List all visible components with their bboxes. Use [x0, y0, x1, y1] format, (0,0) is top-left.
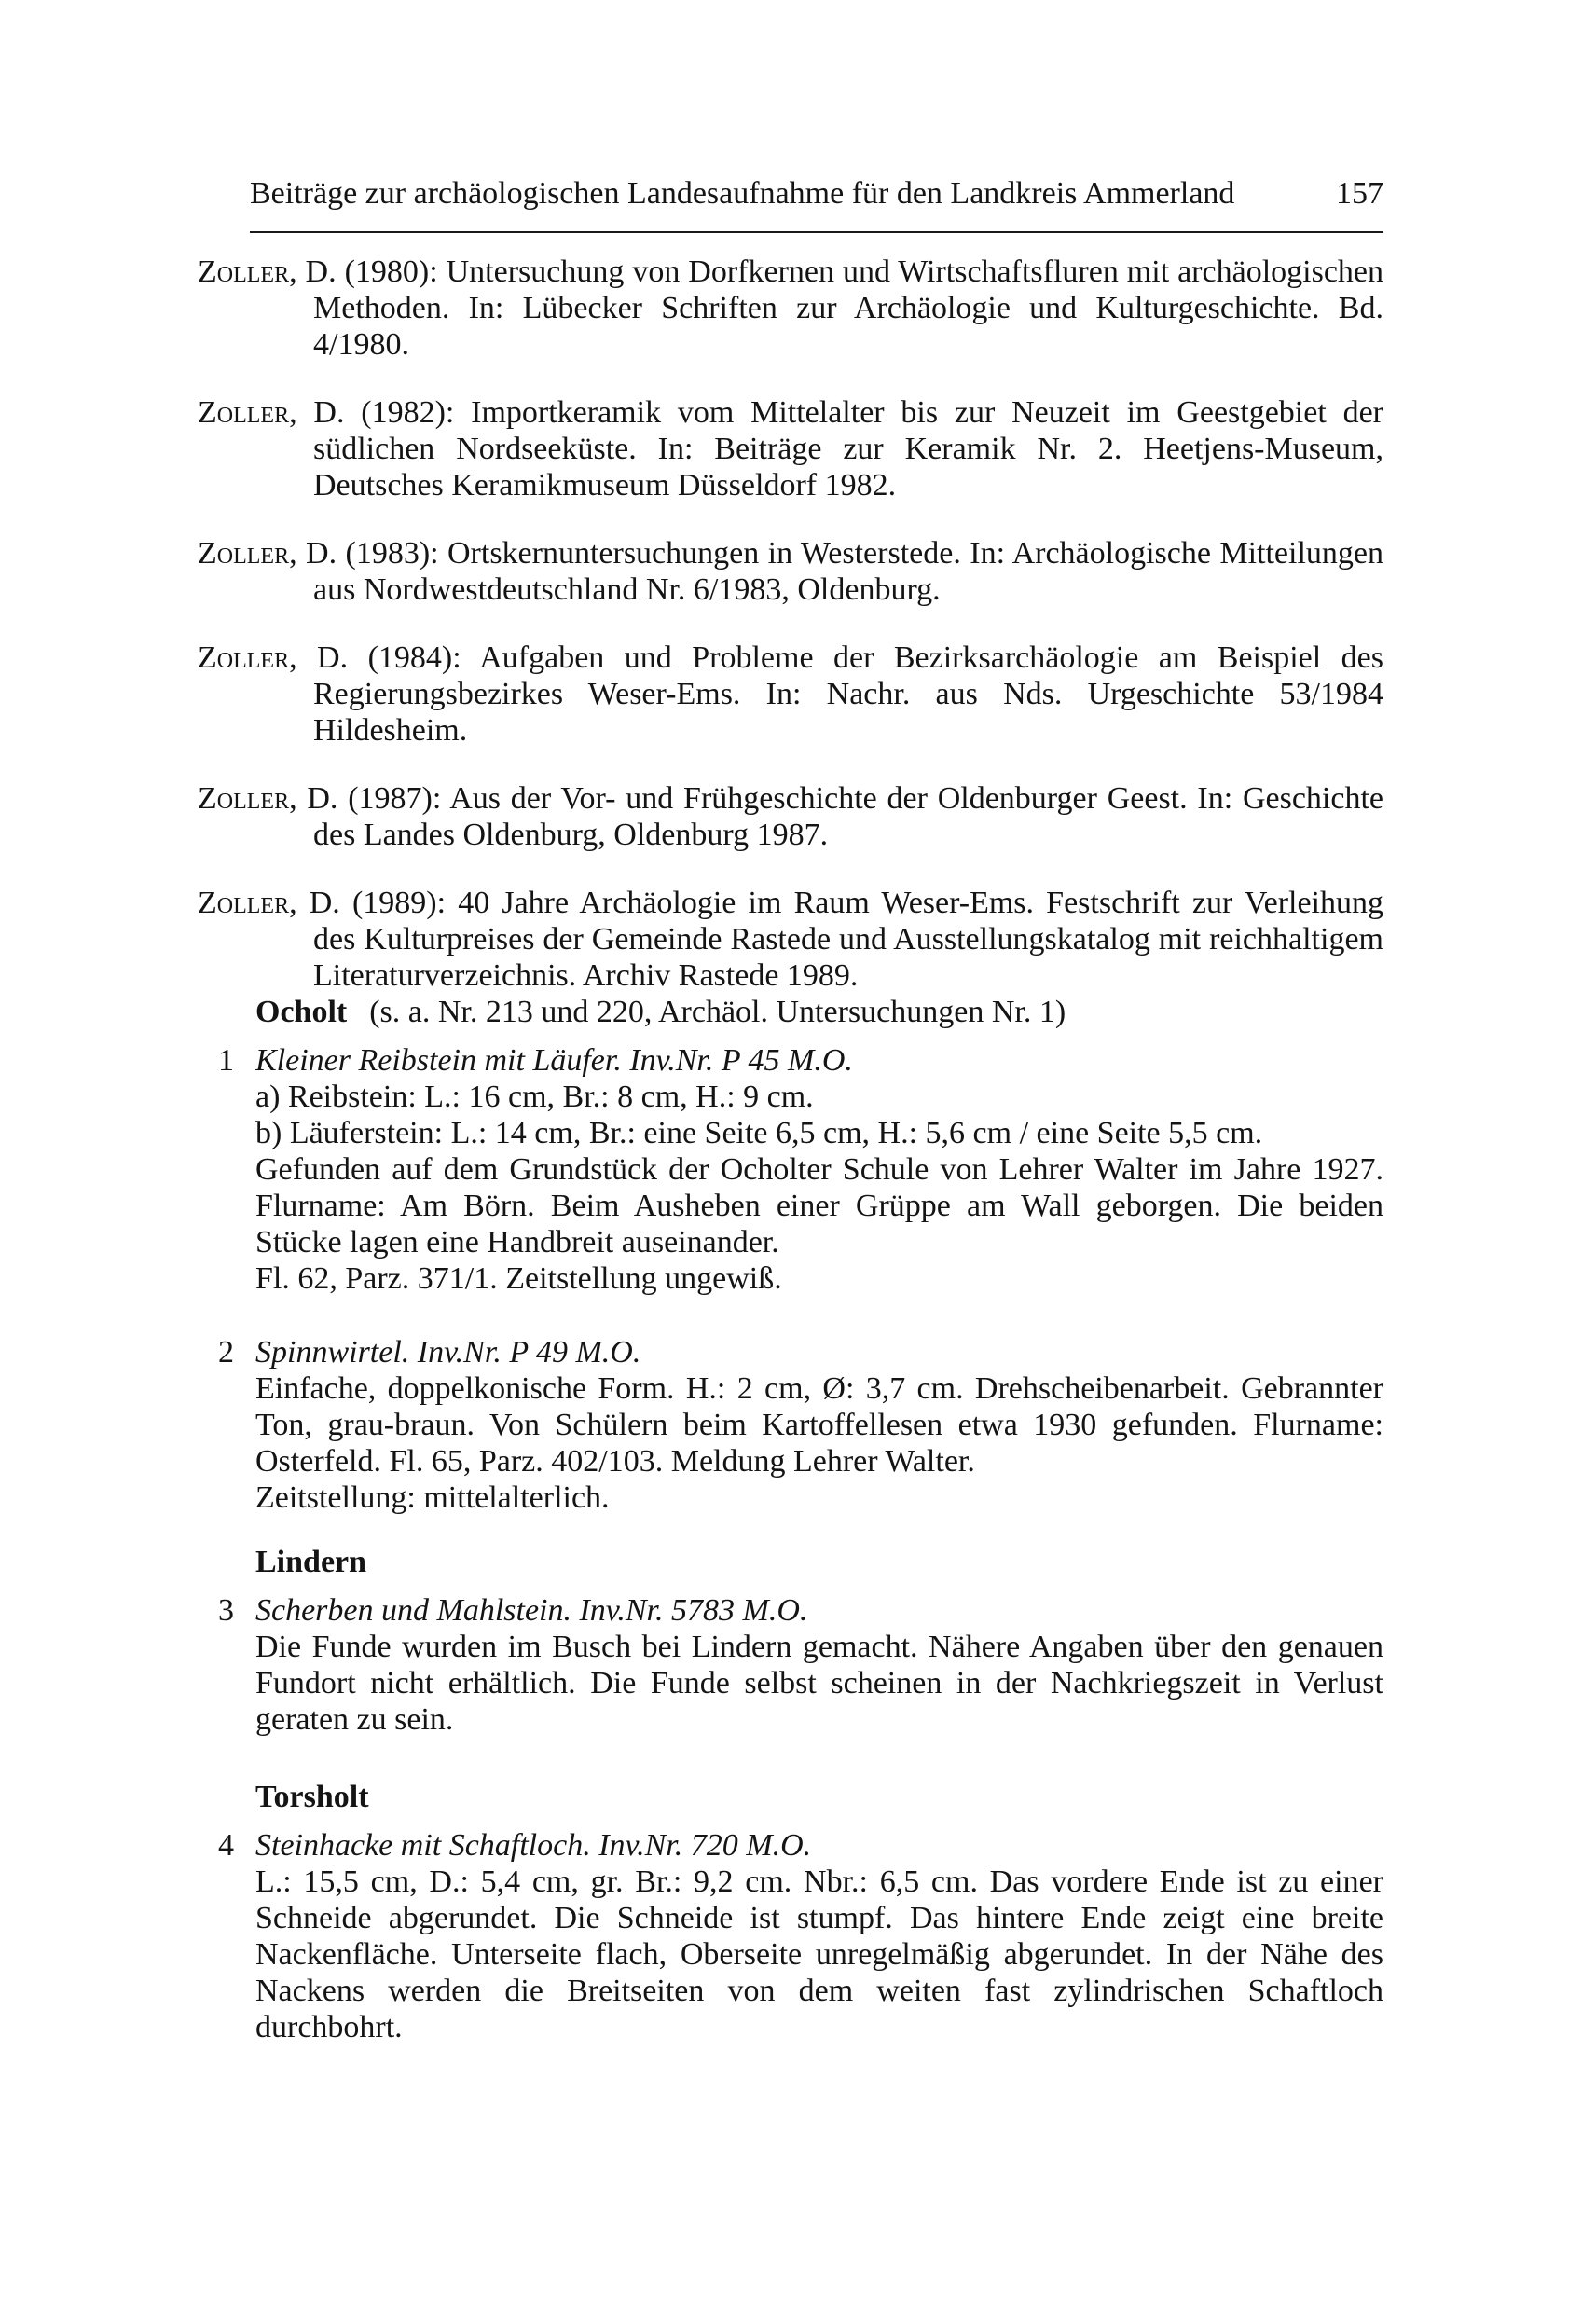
reference-entry: [198, 885, 1383, 994]
reference-entry: [198, 254, 1383, 363]
section-title: Lindern: [255, 1545, 367, 1579]
header-title: Beiträge zur archäologischen Landesaufnahme für den Landkreis Ammerland: [250, 176, 1235, 211]
reference-text: , D. (1989): 40 Jahre Archäologie im Raum Weser-Ems. Festschrift zur Verleihung des Kulturpreises der Gemeinde Rastede und Ausstellungskatalog mit reichhaltigem Literaturverzeichnis. Archiv Rastede 1989.: [289, 886, 1383, 993]
entry-text: Fl. 62, Parz. 371/1. Zeitstellung ungewiß.: [255, 1261, 782, 1296]
reference-entry: [198, 394, 1383, 503]
entry-title: Kleiner Reibstein mit Läufer. Inv.Nr. P 45 M.O.: [255, 1043, 853, 1078]
section-note: (s. a. Nr. 213 und 220, Archäol. Untersuchungen Nr. 1): [369, 995, 1066, 1029]
section-title: Torsholt: [255, 1780, 369, 1814]
catalog-entry: [218, 1042, 1383, 1297]
reference-text: , D. (1980): Untersuchung von Dorfkernen und Wirtschaftsfluren mit archäologischen Methoden. In: Lübecker Schriften zur Archäologie und Kulturgeschichte. Bd. 4/1980.: [289, 255, 1383, 362]
reference-entry: [198, 780, 1383, 853]
reference-author: Zoller: [198, 395, 290, 430]
section-heading: [255, 994, 1383, 1031]
entry-title: Steinhacke mit Schaftloch. Inv.Nr. 720 M.O.: [255, 1828, 812, 1863]
entry-title: Spinnwirtel. Inv.Nr. P 49 M.O.: [255, 1335, 641, 1369]
reference-text: , D. (1982): Importkeramik vom Mittelalter bis zur Neuzeit im Geestgebiet der südlichen Nordseeküste. In: Beiträge zur Keramik Nr. 2. Heetjens-Museum, Deutsches Keramikmuseum Düsseldorf 1982.: [289, 395, 1383, 502]
section-torsholt: [218, 1779, 1383, 2083]
section-ocholt: [218, 994, 1383, 1553]
reference-text: , D. (1984): Aufgaben und Probleme der Bezirksarchäologie am Beispiel des Regierungsbezirkes Weser-Ems. In: Nachr. aus Nds. Urgeschichte 53/1984 Hildesheim.: [289, 640, 1383, 748]
reference-entry: [198, 640, 1383, 749]
entry-text: a) Reibstein: L.: 16 cm, Br.: 8 cm, H.: 9 cm.: [255, 1080, 814, 1114]
catalog-entry: [218, 1334, 1383, 1516]
reference-author: Zoller: [198, 886, 290, 920]
reference-entry: [198, 535, 1383, 608]
entry-text: Zeitstellung: mittelalterlich.: [255, 1480, 610, 1515]
entry-number: 2: [218, 1335, 234, 1369]
running-header: [250, 175, 1383, 233]
reference-text: , D. (1983): Ortskernuntersuchungen in Westerstede. In: Archäologische Mitteilungen aus Nordwestdeutschland Nr. 6/1983, Oldenburg.: [289, 536, 1383, 607]
entry-text: Einfache, doppelkonische Form. H.: 2 cm, Ø: 3,7 cm. Drehscheibenarbeit. Gebrannter Ton, grau-braun. Von Schülern beim Kartoffellesen etwa 1930 gefunden. Flurname: Osterfeld. Fl. 65, Parz. 402/103. Meldung Lehrer Walter.: [255, 1371, 1383, 1479]
entry-text: b) Läuferstein: L.: 14 cm, Br.: eine Seite 6,5 cm, H.: 5,6 cm / eine Seite 5,5 cm.: [255, 1116, 1263, 1150]
entry-number: 4: [218, 1828, 234, 1863]
entry-title: Scherben und Mahlstein. Inv.Nr. 5783 M.O.: [255, 1593, 808, 1628]
reference-author: Zoller: [198, 640, 290, 675]
page-number: 157: [1336, 176, 1383, 211]
bibliography: [198, 254, 1383, 1014]
section-heading: [255, 1544, 1383, 1581]
section-title: Ocholt: [255, 995, 348, 1029]
entry-text: Gefunden auf dem Grundstück der Ocholter Schule von Lehrer Walter im Jahre 1927. Flurname: Am Börn. Beim Ausheben einer Grüppe am Wall geborgen. Die beiden Stücke lagen eine Handbreit auseinander.: [255, 1152, 1383, 1259]
entry-text: L.: 15,5 cm, D.: 5,4 cm, gr. Br.: 9,2 cm. Nbr.: 6,5 cm. Das vordere Ende ist zu einer Schneide abgerundet. Die Schneide ist stumpf. Das hintere Ende zeigt eine breite Nackenfläche. Unterseite flach, Oberseite unregelmäßig abgerundet. In der Nähe des Nackens werden die Breitseiten von dem weiten fast zylindrischen Schaftloch durchbohrt.: [255, 1865, 1383, 2044]
catalog-entry: [218, 1827, 1383, 2045]
reference-author: Zoller: [198, 255, 290, 289]
section-heading: [255, 1779, 1383, 1816]
entry-number: 3: [218, 1593, 234, 1628]
reference-author: Zoller: [198, 781, 290, 816]
entry-number: 1: [218, 1043, 234, 1078]
catalog-entry: [218, 1592, 1383, 1738]
entry-text: Die Funde wurden im Busch bei Lindern gemacht. Nähere Angaben über den genauen Fundort nicht erhältlich. Die Funde selbst scheinen in der Nachkriegszeit in Verlust geraten zu sein.: [255, 1630, 1383, 1737]
reference-text: , D. (1987): Aus der Vor- und Frühgeschichte der Oldenburger Geest. In: Geschichte des Landes Oldenburg, Oldenburg 1987.: [289, 781, 1383, 852]
reference-author: Zoller: [198, 536, 290, 571]
section-lindern: [218, 1544, 1383, 1775]
